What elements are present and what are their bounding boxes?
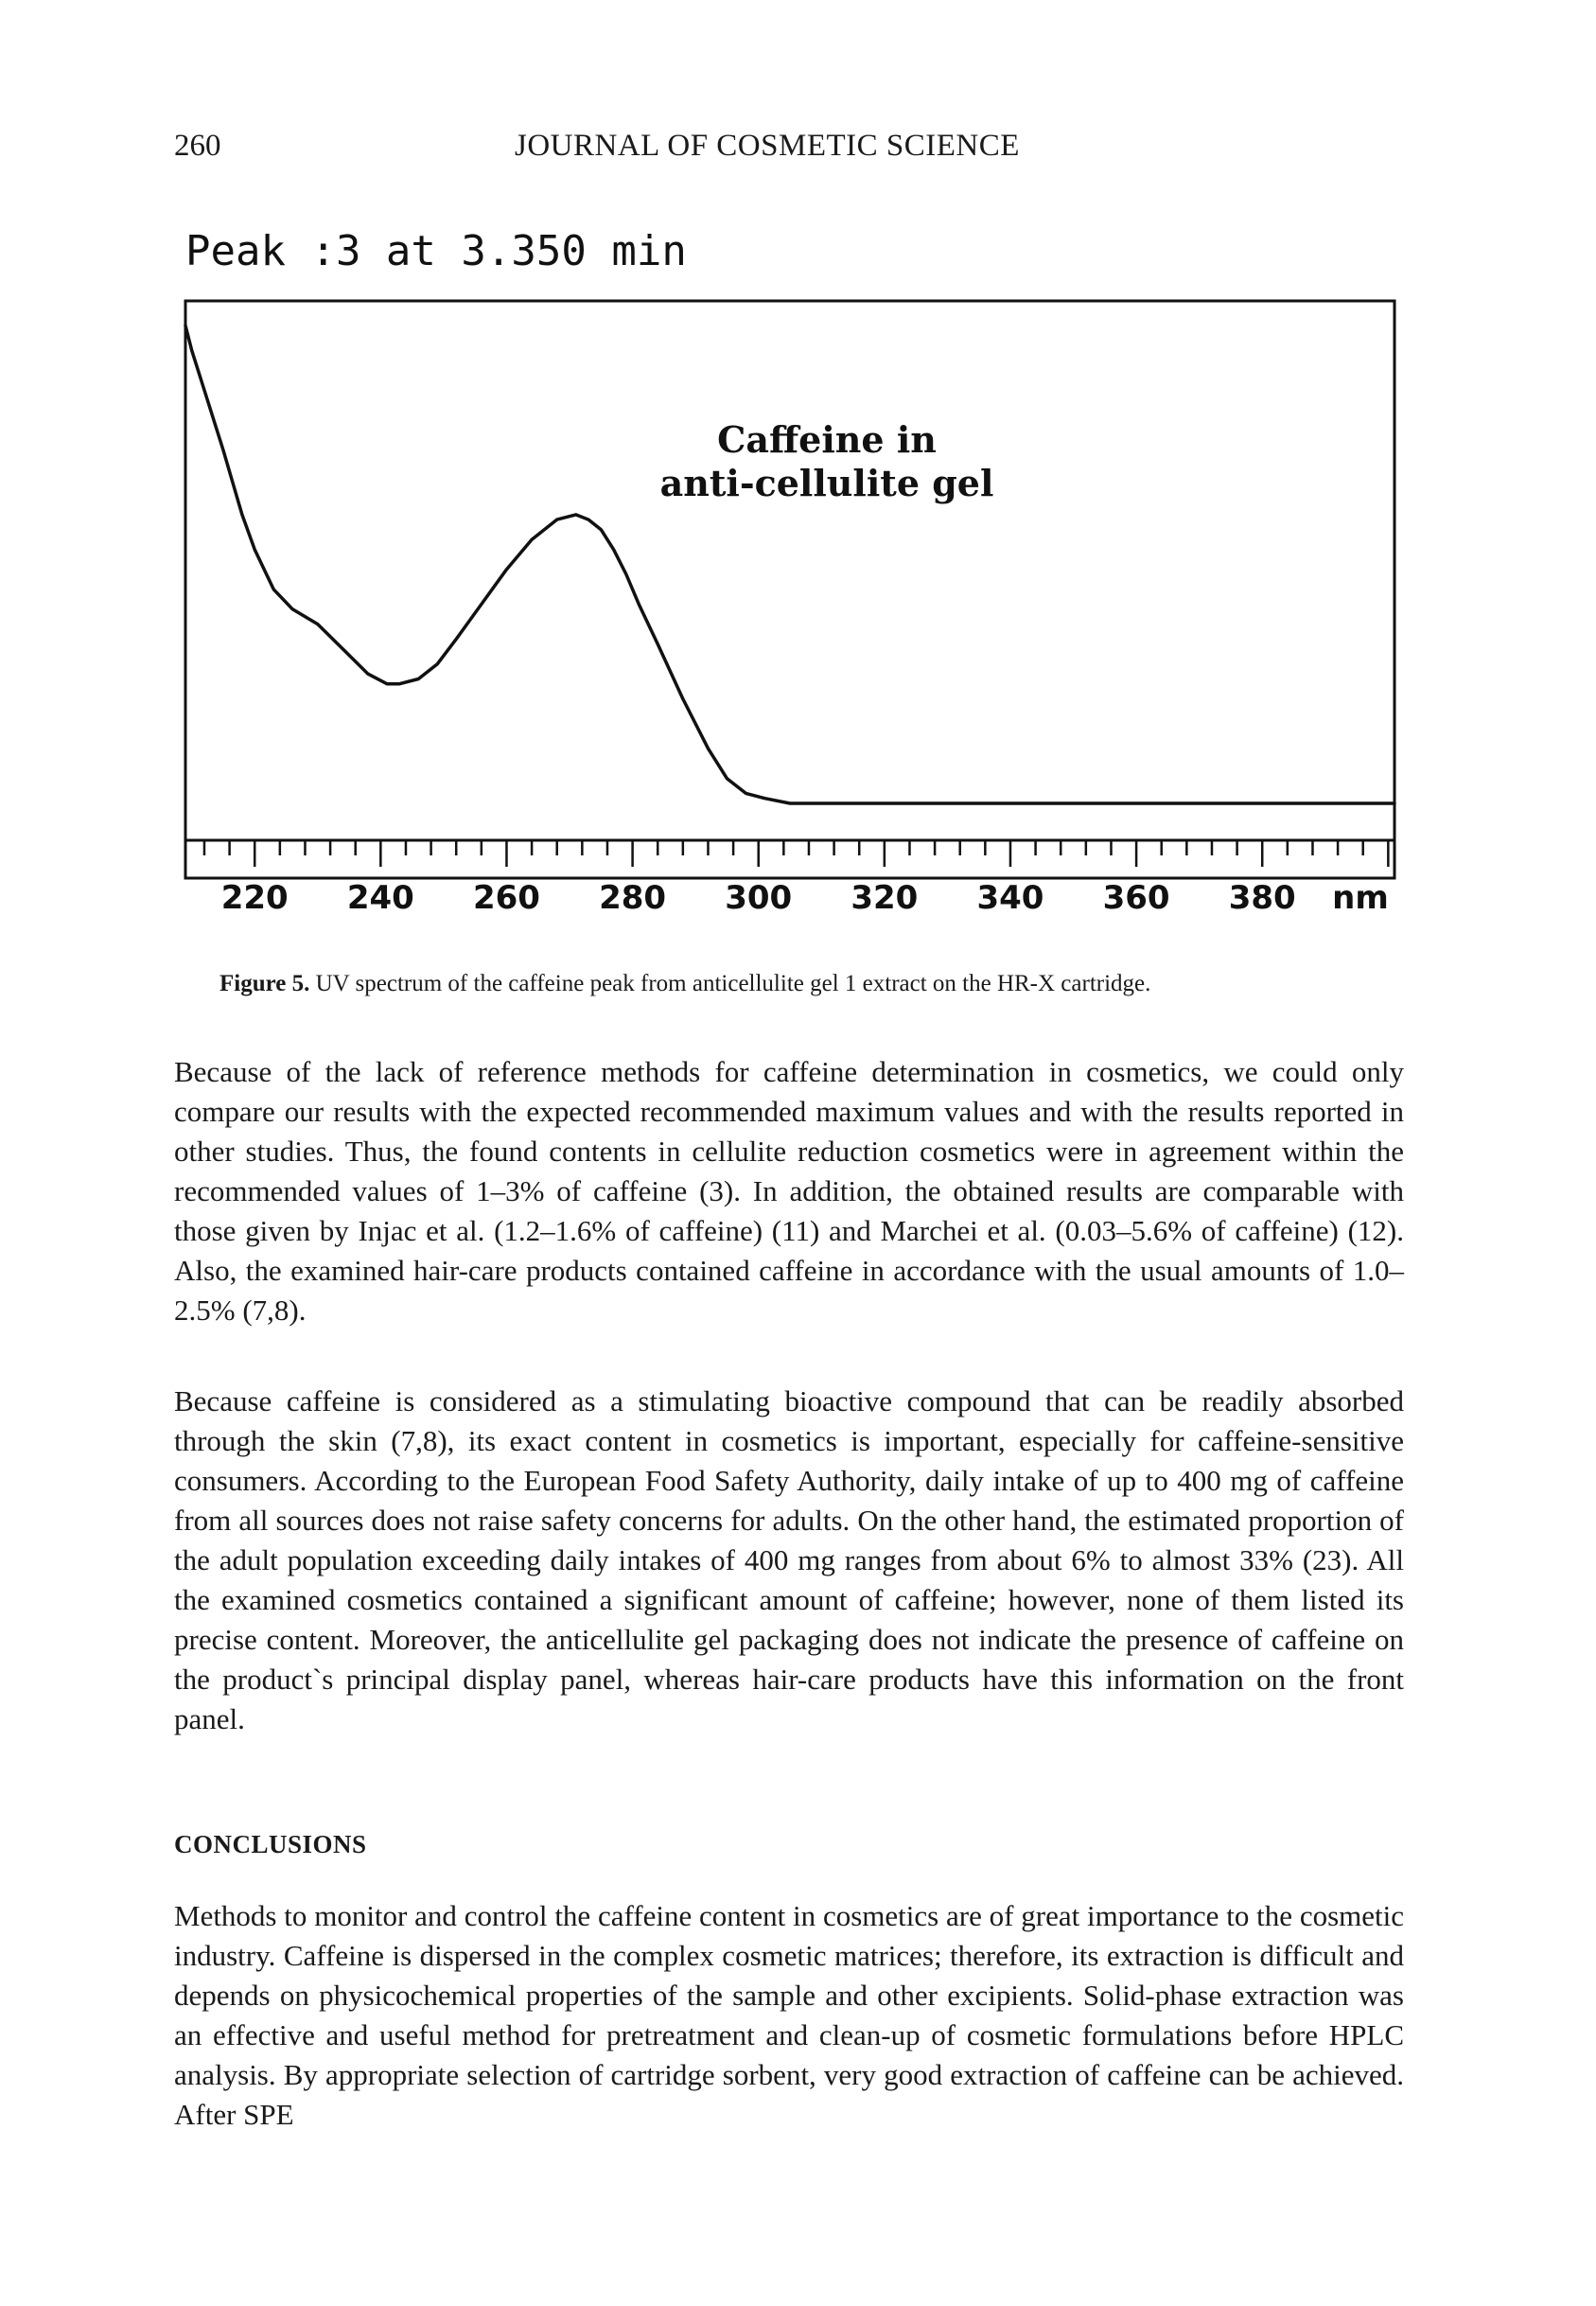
- figure-caption: [219, 969, 1383, 999]
- x-tick-label: 240: [346, 879, 414, 917]
- paragraph-1: Because of the lack of reference methods for caffeine determination in cosmetics, we could only compare our results with the expected recommended maximum values and with the results reported in other studies. Thus, the found contents in cellulite reduction cosmetics were in agreement within the recommended values of 1–3% of caffeine (3). In addition, the obtained results are comparable with those given by Injac et al. (1.2–1.6% of caffeine) (11) and Marchei et al. (0.03–5.6% of caffeine) (12). Also, the examined hair-care products contained caffeine in accordance with the usual amounts of 1.0–2.5% (7,8).: [174, 1055, 1404, 1327]
- page-number: 260: [174, 129, 221, 163]
- running-head: [174, 129, 1404, 170]
- x-tick-label: 320: [851, 879, 919, 917]
- x-axis-ticks: [204, 840, 1388, 867]
- chart-annotation-line-1: Caffeine in: [717, 418, 937, 461]
- chart-annotation-line-2: anti-cellulite gel: [659, 462, 994, 504]
- x-tick-label: 380: [1228, 879, 1296, 917]
- section-heading-conclusions: CONCLUSIONS: [174, 1830, 367, 1858]
- caption-label: Figure 5.: [219, 971, 310, 996]
- x-axis-tick-labels: [221, 879, 1296, 917]
- x-tick-label: 360: [1102, 879, 1170, 917]
- paragraph-3: Methods to monitor and control the caffeine content in cosmetics are of great importance to the cosmetic industry. Caffeine is dispersed in the complex cosmetic matrices; therefore, its extraction is difficult and depends on physicochemical properties of the sample and other excipients. Solid-phase extraction was an effective and useful method for pretreatment and clean-up of cosmetic formulations before HPLC analysis. By appropriate selection of cartridge sorbent, very good extraction of caffeine can be achieved. After SPE: [174, 1899, 1404, 2131]
- x-tick-label: 220: [220, 879, 289, 917]
- caption-text: UV spectrum of the caffeine peak from anticellulite gel 1 extract on the HR-X cartridge.: [315, 971, 1151, 996]
- journal-title: JOURNAL OF COSMETIC SCIENCE: [515, 129, 1020, 163]
- spectrum-line: [185, 326, 1394, 803]
- uv-spectrum-chart: [174, 284, 1404, 946]
- x-tick-label: 300: [725, 879, 793, 917]
- x-tick-label: 340: [976, 879, 1044, 917]
- paragraph-2: Because caffeine is considered as a stimulating bioactive compound that can be readily absorbed through the skin (7,8), its exact content in cosmetics is important, especially for caffeine-sensitive consumers. According to the European Food Safety Authority, daily intake of up to 400 mg of caffeine from all sources does not raise safety concerns for adults. On the other hand, the estimated proportion of the adult population exceeding daily intakes of 400 mg ranges from about 6% to almost 33% (23). All the examined cosmetics contained a significant amount of caffeine; however, none of them listed its precise content. Moreover, the anticellulite gel packaging does not indicate the presence of caffeine on the product`s principal display panel, whereas hair-care products have this information on the front panel.: [174, 1384, 1404, 1735]
- x-tick-label: 280: [599, 879, 667, 917]
- chart-title: Peak :3 at 3.350 min: [185, 227, 687, 275]
- x-tick-label: 260: [472, 879, 540, 917]
- plot-frame: [185, 301, 1394, 878]
- x-axis-unit-label: nm: [1332, 879, 1389, 917]
- figure-5: [174, 227, 1404, 946]
